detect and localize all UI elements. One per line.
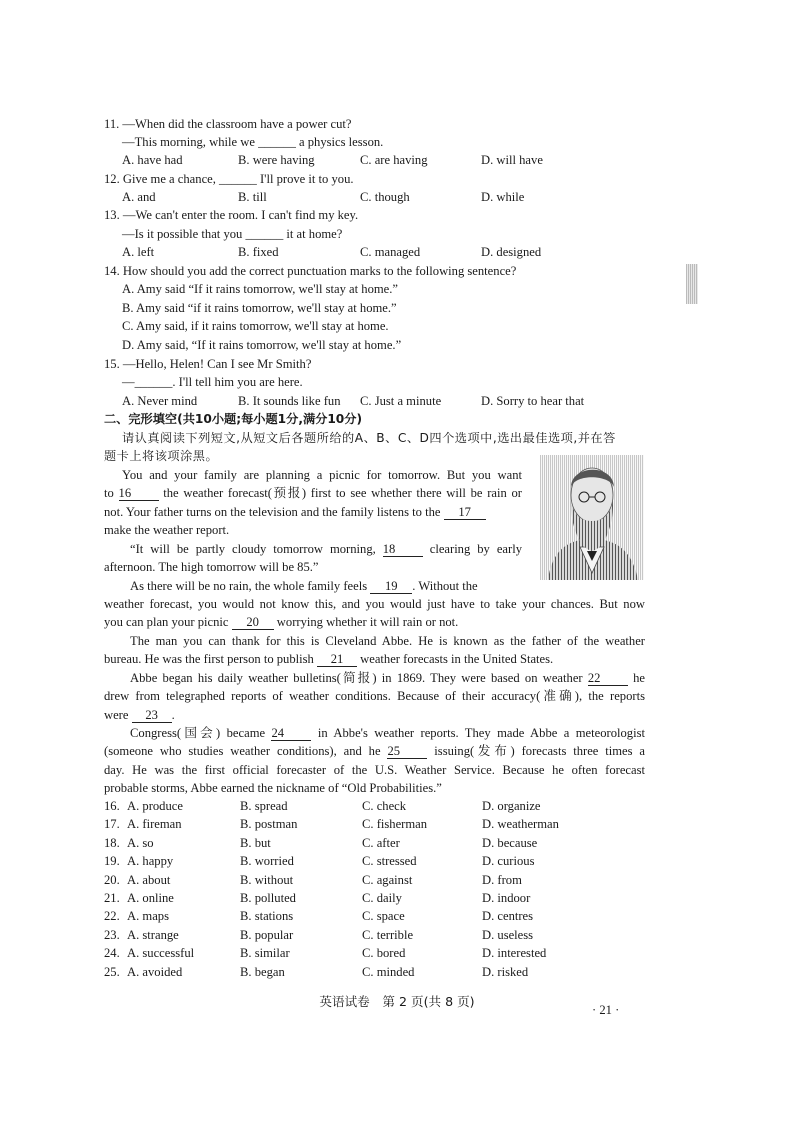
- option-b: B. worried: [240, 854, 294, 869]
- option-a: A. about: [127, 872, 171, 887]
- option-d: D. weatherman: [482, 817, 559, 832]
- option-b: B. but: [240, 835, 271, 850]
- option-a: A. avoided: [127, 964, 183, 979]
- blank-22: 22: [588, 672, 628, 686]
- option-c: C. space: [362, 909, 405, 924]
- q12-option-d: D. while: [481, 190, 525, 204]
- passage-line: The man you can thank for this is Cleveland Abbe. He is known as the father of the weather: [130, 634, 645, 648]
- blank-23: 23: [132, 709, 172, 723]
- option-a: A. strange: [127, 927, 179, 942]
- q12-blank: ______: [219, 172, 257, 186]
- option-row-number: 21.: [104, 891, 120, 905]
- q15-stem: 15. —Hello, Helen! Can I see Mr Smith?: [104, 357, 312, 371]
- passage-line: afternoon. The high tomorrow will be 85.”: [104, 560, 319, 574]
- passage-line: Congress(国会) became 24 in Abbe's weather reports. They made Abbe a meteorologist: [130, 726, 645, 740]
- q11-option-b: B. were having: [238, 153, 315, 167]
- q13-option-c: C. managed: [360, 245, 421, 259]
- option-b: B. popular: [240, 927, 294, 942]
- q15-blank: ______: [134, 375, 173, 389]
- q13-option-d: D. designed: [481, 245, 542, 259]
- option-d: D. centres: [482, 909, 534, 924]
- q13-line2: —Is it possible that you ______ it at home?: [122, 227, 343, 241]
- q11-stem: 11. —When did the classroom have a power cut?: [104, 117, 352, 131]
- option-a: A. successful: [127, 946, 195, 961]
- option-a: A. happy: [127, 854, 174, 869]
- option-a: A. so: [127, 835, 154, 850]
- q12-option-b: B. till: [238, 190, 267, 204]
- option-row-number: 24.: [104, 946, 120, 961]
- option-d: D. organize: [482, 799, 541, 813]
- q11-line2: —This morning, while we ______ a physics lesson.: [122, 135, 384, 149]
- option-d: D. from: [482, 872, 522, 887]
- passage-line: (someone who studies weather conditions), and he 25 issuing(发布) forecasts three times a: [104, 744, 645, 758]
- option-c: C. against: [362, 872, 413, 887]
- passage-line: Abbe began his daily weather bulletins(简报) in 1869. They were based on weather 22 he: [130, 671, 645, 685]
- option-c: C. after: [362, 835, 400, 850]
- q14-option-c: C. Amy said, if it rains tomorrow, we'll stay at home.: [122, 319, 389, 333]
- q13-option-b: B. fixed: [238, 245, 279, 259]
- q15-option-c: C. Just a minute: [360, 394, 442, 408]
- blank-25: 25: [387, 745, 427, 759]
- option-a: A. online: [127, 891, 174, 905]
- blank-17: 17: [444, 506, 486, 520]
- q15-option-a: A. Never mind: [122, 394, 198, 408]
- page-footer: 英语试卷 第 2 页(共 8 页): [319, 994, 475, 1009]
- q12-stem: 12. Give me a chance, ______ I'll prove it to you.: [104, 172, 354, 186]
- scan-mark: [686, 264, 698, 304]
- option-b: B. polluted: [240, 891, 296, 905]
- section-title: 二、完形填空(共10小题;每小题1分,满分10分): [104, 412, 363, 426]
- option-c: C. terrible: [362, 927, 414, 942]
- option-a: A. fireman: [127, 817, 182, 832]
- passage-line: were 23 .: [104, 708, 175, 722]
- portrait-image: [540, 455, 644, 580]
- option-a: A. maps: [127, 909, 169, 924]
- passage-line: probable storms, Abbe earned the nickname of “Old Probabilities.”: [104, 781, 442, 795]
- page-number: · 21 ·: [592, 1003, 620, 1017]
- q13-option-a: A. left: [122, 245, 155, 259]
- q12-option-a: A. and: [122, 190, 156, 204]
- option-row-number: 20.: [104, 872, 120, 887]
- q13-blank: ______: [245, 227, 284, 241]
- option-c: C. check: [362, 799, 407, 813]
- q11-blank: ______: [258, 135, 296, 149]
- passage-line: to 16 the weather forecast(预报) first to see whether there will be rain or: [104, 486, 523, 500]
- option-b: B. without: [240, 872, 294, 887]
- passage-line: bureau. He was the first person to publish 21 weather forecasts in the United States.: [104, 652, 554, 666]
- option-d: D. curious: [482, 854, 535, 869]
- option-d: D. because: [482, 835, 538, 850]
- passage-line: you can plan your picnic 20 worrying whether it will rain or not.: [104, 615, 459, 629]
- passage-line: make the weather report.: [104, 523, 230, 537]
- option-c: C. bored: [362, 946, 406, 961]
- option-c: C. minded: [362, 964, 415, 979]
- option-d: D. interested: [482, 946, 547, 961]
- blank-24: 24: [271, 727, 311, 741]
- passage-line: “It will be partly cloudy tomorrow morning, 18 clearing by early: [130, 542, 522, 556]
- blank-19: 19: [370, 580, 412, 594]
- option-d: D. risked: [482, 964, 529, 979]
- option-c: C. stressed: [362, 854, 417, 869]
- option-b: B. spread: [240, 799, 288, 813]
- option-row-number: 25.: [104, 964, 120, 979]
- option-b: B. stations: [240, 909, 294, 924]
- q14-option-d: D. Amy said, “If it rains tomorrow, we'll stay at home.”: [122, 338, 402, 352]
- blank-16: 16: [119, 487, 159, 501]
- q12-option-c: C. though: [360, 190, 410, 204]
- passage-line: weather forecast, you would not know this, and you would just have to take your chances. But now: [104, 597, 645, 611]
- option-a: A. produce: [127, 799, 183, 813]
- option-row-number: 23.: [104, 927, 120, 942]
- passage-line: drew from telegraphed reports of weather conditions. Because of their accuracy(准确), the reports: [104, 689, 645, 703]
- q15-line2: —______. I'll tell him you are here.: [122, 375, 303, 389]
- blank-18: 18: [383, 543, 423, 557]
- option-c: C. daily: [362, 891, 402, 905]
- q11-option-d: D. will have: [481, 153, 543, 167]
- passage-line: As there will be no rain, the whole family feels 19 . Without the: [130, 579, 478, 593]
- q14-option-a: A. Amy said “If it rains tomorrow, we'll stay at home.”: [122, 282, 399, 296]
- q15-option-d: D. Sorry to hear that: [481, 394, 585, 408]
- option-d: D. indoor: [482, 891, 531, 905]
- option-row-number: 16.: [104, 799, 120, 813]
- q11-option-a: A. have had: [122, 153, 183, 167]
- blank-20: 20: [232, 616, 274, 630]
- q11-option-c: C. are having: [360, 153, 428, 167]
- passage-line: not. Your father turns on the television and the family listens to the 17: [104, 505, 486, 520]
- q14-option-b: B. Amy said “if it rains tomorrow, we'll stay at home.”: [122, 301, 397, 315]
- option-row-number: 18.: [104, 835, 120, 850]
- option-c: C. fisherman: [362, 817, 428, 832]
- option-row-number: 19.: [104, 854, 120, 869]
- passage-line: day. He was the first official forecaster of the U.S. Weather Service. Because he often forecast: [104, 763, 645, 777]
- section-instructions-line1: 请认真阅读下列短文,从短文后各题所给的A、B、C、D四个选项中,选出最佳选项,并在答: [122, 431, 616, 445]
- option-b: B. began: [240, 964, 285, 979]
- option-row-number: 17.: [104, 817, 120, 832]
- option-d: D. useless: [482, 927, 534, 942]
- section-instructions-line2: 题卡上将该项涂黑。: [104, 449, 219, 463]
- q14-stem: 14. How should you add the correct punctuation marks to the following sentence?: [104, 264, 517, 278]
- blank-21: 21: [317, 653, 357, 667]
- option-row-number: 22.: [104, 909, 120, 924]
- passage-line: You and your family are planning a picnic for tomorrow. But you want: [122, 468, 522, 482]
- option-b: B. postman: [240, 817, 298, 832]
- q13-stem: 13. —We can't enter the room. I can't find my key.: [104, 208, 359, 222]
- option-b: B. similar: [240, 946, 290, 961]
- q15-option-b: B. It sounds like fun: [238, 394, 341, 408]
